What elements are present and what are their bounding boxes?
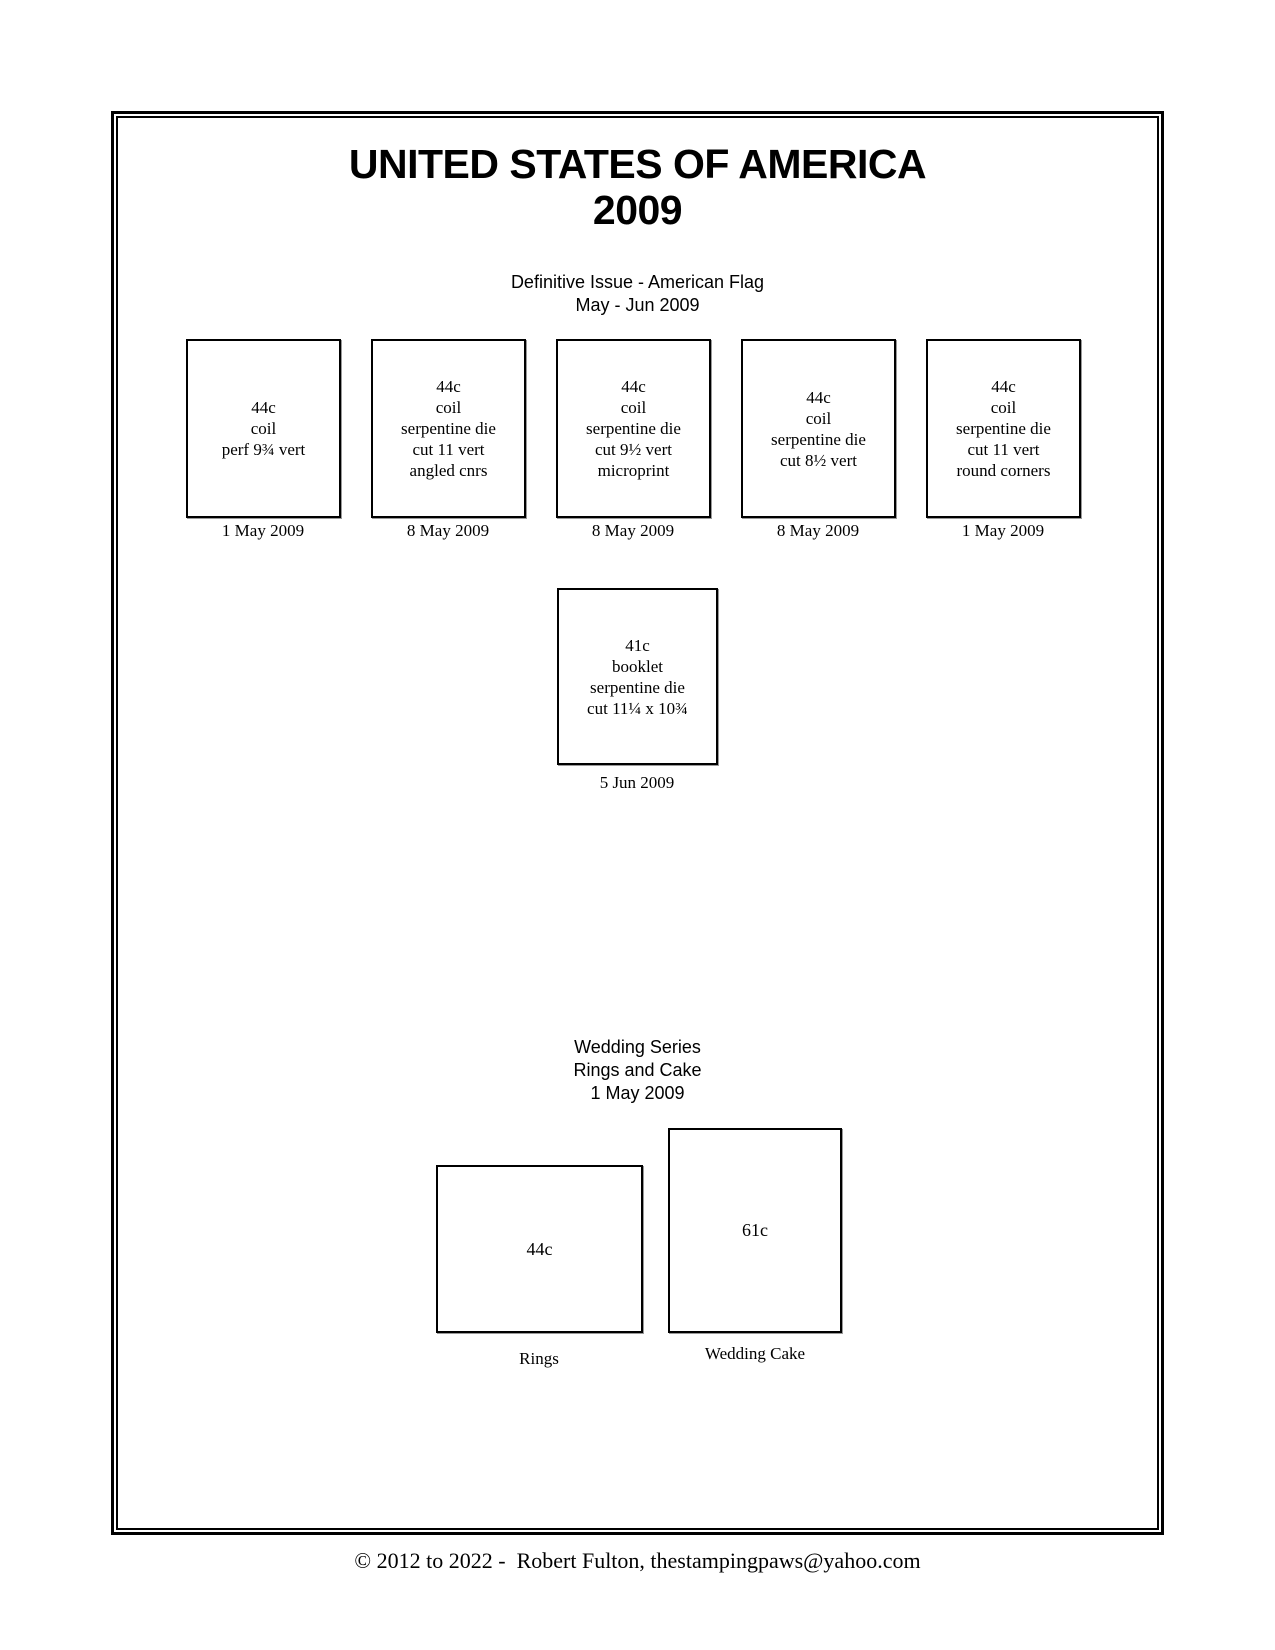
wedding-section-subtitle: Rings and Cake [573, 1060, 702, 1080]
stamp-line: cut 11¼ x 10¾ [587, 698, 688, 718]
stamp-line: 44c [436, 377, 461, 396]
stamp-line: coil [805, 408, 832, 428]
stamp-issue-date: 5 Jun 2009 [599, 773, 675, 792]
page-year: 2009 [592, 187, 683, 233]
stamp-caption-rings: Rings [519, 1349, 559, 1368]
stamp-box-coil-cut11-angled [371, 339, 526, 518]
stamp-box-coil-cut11-round [926, 339, 1081, 518]
stamp-line: serpentine die [401, 419, 496, 438]
stamp-line: 44c [806, 387, 831, 407]
stamp-line: coil [250, 419, 277, 438]
definitive-section-title: Definitive Issue - American Flag [510, 272, 765, 292]
stamp-line: microprint [597, 461, 670, 480]
stamp-issue-date: 8 May 2009 [591, 521, 675, 540]
stamp-line: coil [990, 398, 1017, 417]
stamp-line: 44c [251, 398, 276, 417]
stamp-line: 44c [621, 377, 646, 396]
stamp-issue-date: 8 May 2009 [406, 521, 490, 540]
stamp-line: 44c [991, 377, 1016, 396]
stamp-box-wedding-cake [668, 1128, 842, 1333]
stamp-value: 44c [526, 1238, 553, 1259]
stamp-box-coil-cut85 [741, 339, 896, 518]
stamp-line: cut 8½ vert [780, 450, 857, 470]
stamp-line: angled cnrs [409, 461, 488, 480]
stamp-line: coil [435, 398, 462, 417]
stamp-box-coil-perf [186, 339, 341, 518]
stamp-issue-date: 1 May 2009 [221, 521, 305, 540]
stamp-caption-wedding-cake: Wedding Cake [704, 1344, 806, 1363]
stamp-issue-date: 1 May 2009 [961, 521, 1045, 540]
stamp-line: serpentine die [771, 429, 866, 449]
stamp-box-rings [436, 1165, 643, 1333]
copyright-footer: © 2012 to 2022 - Robert Fulton, thestampingpaws@yahoo.com [354, 1548, 921, 1573]
stamp-line: cut 11 vert [412, 440, 485, 459]
stamp-value: 61c [742, 1220, 768, 1240]
stamp-line: booklet [612, 656, 663, 676]
stamp-line: 41c [625, 635, 650, 655]
definitive-section-heading [113, 271, 1162, 317]
stamp-line: coil [620, 398, 647, 417]
stamp-line: perf 9¾ vert [221, 440, 306, 459]
wedding-section-heading [113, 1036, 1162, 1105]
definitive-section-dates: May - Jun 2009 [575, 295, 700, 315]
stamp-line: cut 11 vert [967, 440, 1040, 459]
wedding-section-title: Wedding Series [574, 1037, 701, 1057]
stamp-line: cut 9½ vert [595, 440, 672, 459]
stamp-line: serpentine die [590, 677, 685, 697]
stamp-line: round corners [956, 461, 1051, 480]
wedding-section-date: 1 May 2009 [590, 1083, 685, 1103]
stamp-issue-date: 8 May 2009 [776, 521, 860, 540]
stamp-box-booklet [557, 588, 718, 765]
stamp-box-coil-cut95-microprint [556, 339, 711, 518]
page-title: UNITED STATES OF AMERICA [348, 141, 927, 187]
stamp-line: serpentine die [586, 419, 681, 438]
stamp-line: serpentine die [956, 419, 1051, 438]
